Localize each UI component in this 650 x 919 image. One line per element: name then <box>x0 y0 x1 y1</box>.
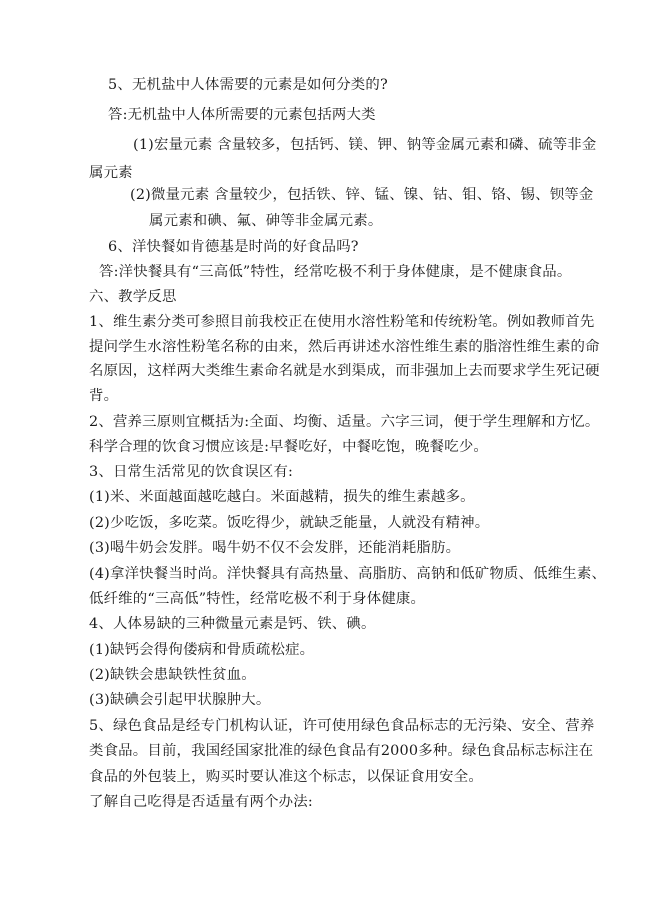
myth-2-line: (2)少吃饭，多吃菜。饭吃得少，就缺乏能量，人就没有精神。 <box>89 515 490 531</box>
reflection-4-line: 4、人体易缺的三种微量元素是钙、铁、碘。 <box>89 616 376 632</box>
answer-5-line: 答:无机盐中人体所需要的元素包括两大类 <box>108 107 376 123</box>
reflection-1-cont: 名原因，这样两大类维生素命名就是水到渠成，而非强加上去而要求学生死记硬 <box>89 363 600 379</box>
deficiency-3-line: (3)缺碘会引起甲状腺肿大。 <box>89 692 271 708</box>
macro-element-line: (1)宏量元素 含量较多，包括钙、镁、钾、钠等金属元素和磷、硫等非金 <box>133 137 597 153</box>
question-5-line: 5、无机盐中人体需要的元素是如何分类的? <box>108 77 388 93</box>
question-6-line: 6、洋快餐如肯德基是时尚的好食品吗? <box>108 239 359 255</box>
closing-line: 了解自己吃得是否适量有两个办法: <box>89 794 313 810</box>
reflection-5-cont: 类食品。目前，我国经国家批准的绿色食品有2000多种。绿色食品标志标注在 <box>89 743 594 759</box>
myth-4-cont: 低纤维的“三高低”特性，经常吃极不利于身体健康。 <box>89 591 426 607</box>
deficiency-1-line: (1)缺钙会得佝偻病和骨质疏松症。 <box>89 642 315 658</box>
section-heading: 六、教学反思 <box>89 289 177 305</box>
reflection-3-line: 3、日常生活常见的饮食误区有: <box>89 464 294 480</box>
reflection-5-cont: 食品的外包装上，购买时要认准这个标志，以保证食用安全。 <box>89 769 483 785</box>
deficiency-2-line: (2)缺铁会患缺铁性贫血。 <box>89 667 256 683</box>
myth-1-line: (1)米、米面越面越吃越白。米面越精，损失的维生素越多。 <box>89 489 475 505</box>
myth-3-line: (3)喝牛奶会发胖。喝牛奶不仅不会发胖，还能消耗脂肪。 <box>89 540 461 556</box>
reflection-1-cont: 背。 <box>89 388 119 404</box>
reflection-1-cont: 提问学生水溶性粉笔名称的由来，然后再讲述水溶性维生素的脂溶性维生素的命 <box>89 339 600 355</box>
myth-4-line: (4)拿洋快餐当时尚。洋快餐具有高热量、高脂肪、高钠和低矿物质、低维生素、 <box>89 566 607 582</box>
reflection-2-line: 2、营养三原则宜概括为:全面、均衡、适量。六字三词，便于学生理解和方忆。 <box>89 414 600 430</box>
reflection-2-cont: 科学合理的饮食习惯应该是:早餐吃好，中餐吃饱，晚餐吃少。 <box>89 439 488 455</box>
trace-element-line: (2)微量元素 含量较少，包括铁、锌、锰、镍、钴、钼、铬、锡、钡等金 <box>130 187 594 203</box>
reflection-1-line: 1、维生素分类可参照目前我校正在使用水溶性粉笔和传统粉笔。例如教师首先 <box>89 314 595 330</box>
trace-element-cont: 属元素和碘、氟、砷等非金属元素。 <box>149 213 383 229</box>
answer-6-line: 答:洋快餐具有“三高低”特性，经常吃极不利于身体健康，是不健康食品。 <box>99 264 572 280</box>
reflection-5-line: 5、绿色食品是经专门机构认证，许可使用绿色食品标志的无污染、安全、营养 <box>89 718 595 734</box>
macro-element-cont: 属元素 <box>89 165 133 181</box>
